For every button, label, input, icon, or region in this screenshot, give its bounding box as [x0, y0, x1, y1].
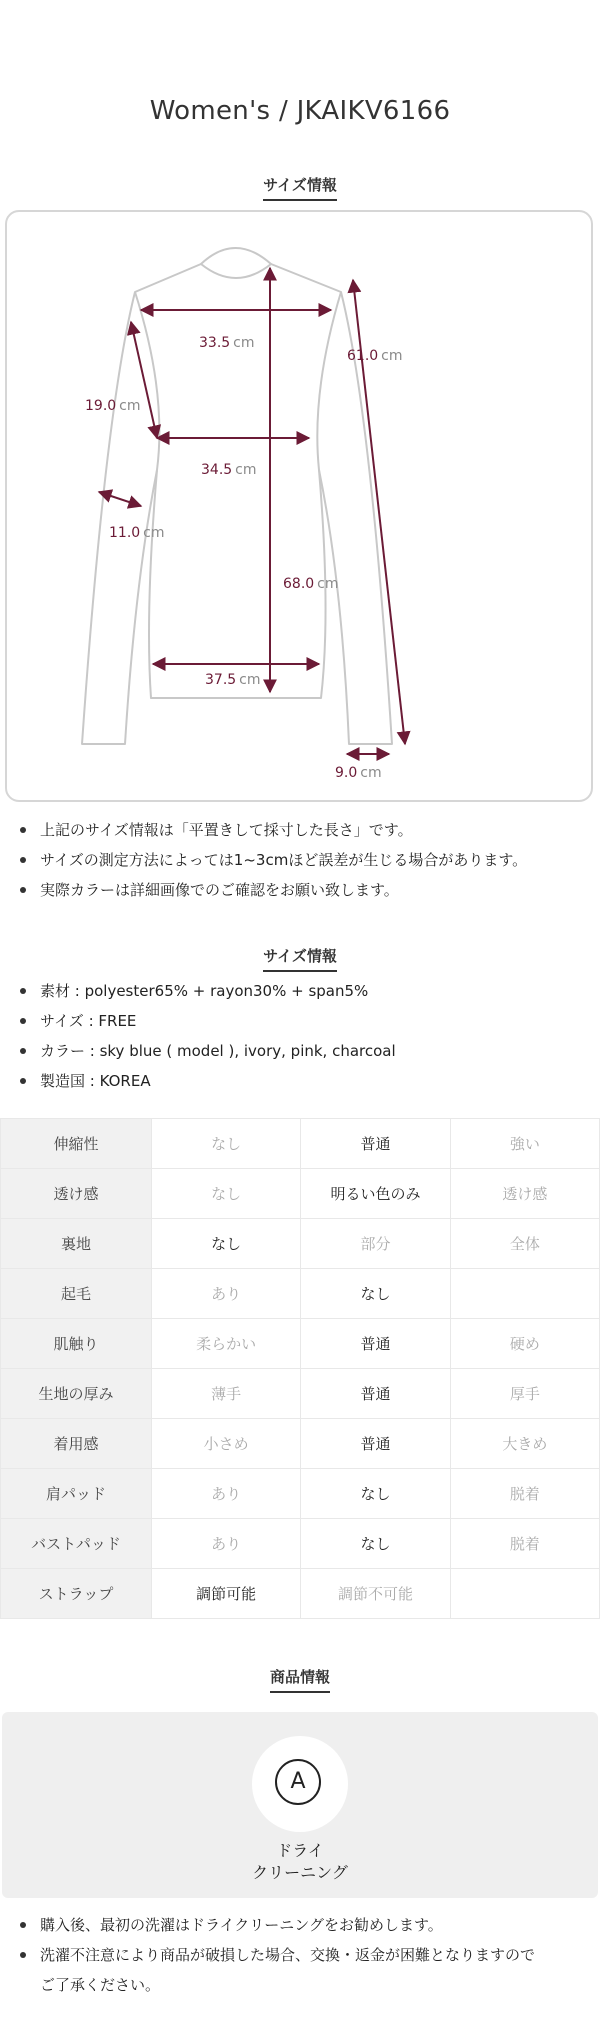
- attribute-label: 伸縮性: [1, 1119, 152, 1169]
- table-row: [1, 1119, 600, 1169]
- attribute-option: あり: [152, 1519, 301, 1569]
- attribute-option: 柔らかい: [152, 1319, 301, 1369]
- attribute-option: なし: [301, 1519, 450, 1569]
- attribute-option: 大きめ: [450, 1419, 599, 1469]
- garment-outline: [82, 248, 392, 744]
- care-panel: [2, 1712, 598, 1898]
- measure-sleeve-length: 61.0 cm: [347, 348, 403, 364]
- dry-clean-icon: A: [275, 1759, 321, 1805]
- list-item: カラー : sky blue ( model ), ivory, pink, charcoal: [40, 1036, 560, 1066]
- table-row: [1, 1269, 600, 1319]
- table-row: [1, 1369, 600, 1419]
- size-notes-list: [0, 815, 560, 905]
- attribute-label: バストパッド: [1, 1519, 152, 1569]
- list-item-continuation: ご了承ください。: [40, 1976, 161, 1994]
- attribute-option: 普通: [301, 1369, 450, 1419]
- list-item: 購入後、最初の洗濯はドライクリーニングをお勧めします。: [40, 1910, 560, 1940]
- table-row: [1, 1419, 600, 1469]
- attribute-option: 透け感: [450, 1169, 599, 1219]
- attribute-option: なし: [152, 1119, 301, 1169]
- attribute-option: 硬め: [450, 1319, 599, 1369]
- attribute-label: ストラップ: [1, 1569, 152, 1619]
- list-item: 実際カラーは詳細画像でのご確認をお願い致します。: [40, 875, 560, 905]
- spec-list: [0, 976, 560, 1096]
- attribute-label: 起毛: [1, 1269, 152, 1319]
- attribute-option: 調節不可能: [301, 1569, 450, 1619]
- list-item: 洗濯不注意により商品が破損した場合、交換・返金が困難となりますので: [40, 1940, 560, 1970]
- attribute-option: なし: [301, 1469, 450, 1519]
- list-item: 上記のサイズ情報は「平置きして採寸した長さ」です。: [40, 815, 560, 845]
- care-symbol-circle: [252, 1736, 348, 1832]
- attribute-label: 生地の厚み: [1, 1369, 152, 1419]
- measure-hem: 37.5 cm: [205, 672, 261, 688]
- measure-cuff: 9.0 cm: [335, 765, 382, 781]
- attribute-option: 小さめ: [152, 1419, 301, 1469]
- spec-heading: [0, 945, 600, 972]
- list-item: 製造国 : KOREA: [40, 1066, 560, 1096]
- list-item: 素材 : polyester65% + rayon30% + span5%: [40, 976, 560, 1006]
- attribute-label: 着用感: [1, 1419, 152, 1469]
- attribute-option: [450, 1269, 599, 1319]
- product-info-heading: [0, 1666, 600, 1693]
- measure-total-length: 68.0 cm: [283, 576, 339, 592]
- attribute-table: [0, 1118, 600, 1619]
- list-item: サイズの測定方法によっては1~3cmほど誤差が生じる場合があります。: [40, 845, 560, 875]
- measure-armhole: 19.0 cm: [85, 398, 141, 414]
- attribute-label: 肌触り: [1, 1319, 152, 1369]
- size-diagram: [5, 210, 593, 802]
- attribute-label: 透け感: [1, 1169, 152, 1219]
- table-row: [1, 1169, 600, 1219]
- care-label-line2: クリーニング: [252, 1863, 348, 1882]
- attribute-option: 部分: [301, 1219, 450, 1269]
- attribute-option: 脱着: [450, 1469, 599, 1519]
- attribute-option: 強い: [450, 1119, 599, 1169]
- garment-outline-svg: [7, 212, 595, 804]
- attribute-option: なし: [152, 1219, 301, 1269]
- table-row: [1, 1319, 600, 1369]
- table-row: [1, 1569, 600, 1619]
- attribute-label: 肩パッド: [1, 1469, 152, 1519]
- product-info-heading-text: 商品情報: [270, 1666, 330, 1693]
- attribute-option: 調節可能: [152, 1569, 301, 1619]
- attribute-label: 裏地: [1, 1219, 152, 1269]
- attribute-option: 脱着: [450, 1519, 599, 1569]
- measure-chest: 34.5 cm: [201, 462, 257, 478]
- table-row: [1, 1219, 600, 1269]
- table-row: [1, 1469, 600, 1519]
- measure-shoulder: 33.5 cm: [199, 335, 255, 351]
- attribute-option: 普通: [301, 1419, 450, 1469]
- attribute-option: なし: [152, 1169, 301, 1219]
- table-row: [1, 1519, 600, 1569]
- spec-heading-text: サイズ情報: [263, 945, 337, 972]
- care-label-line1: ドライ: [276, 1841, 324, 1860]
- attribute-option: [450, 1569, 599, 1619]
- list-item: サイズ : FREE: [40, 1006, 560, 1036]
- attribute-option: なし: [301, 1269, 450, 1319]
- measure-sleeve-width: 11.0 cm: [109, 525, 165, 541]
- size-info-heading: [0, 174, 600, 201]
- attribute-option: 厚手: [450, 1369, 599, 1419]
- page-title: Women's / JKAIKV6166: [149, 96, 451, 126]
- attribute-option: あり: [152, 1469, 301, 1519]
- attribute-option: あり: [152, 1269, 301, 1319]
- care-label: [2, 1840, 598, 1884]
- attribute-option: 普通: [301, 1319, 450, 1369]
- attribute-option: 普通: [301, 1119, 450, 1169]
- attribute-option: 明るい色のみ: [301, 1169, 450, 1219]
- attribute-option: 全体: [450, 1219, 599, 1269]
- attribute-option: 薄手: [152, 1369, 301, 1419]
- size-info-heading-text: サイズ情報: [263, 174, 337, 201]
- care-notes-list: [0, 1910, 560, 2000]
